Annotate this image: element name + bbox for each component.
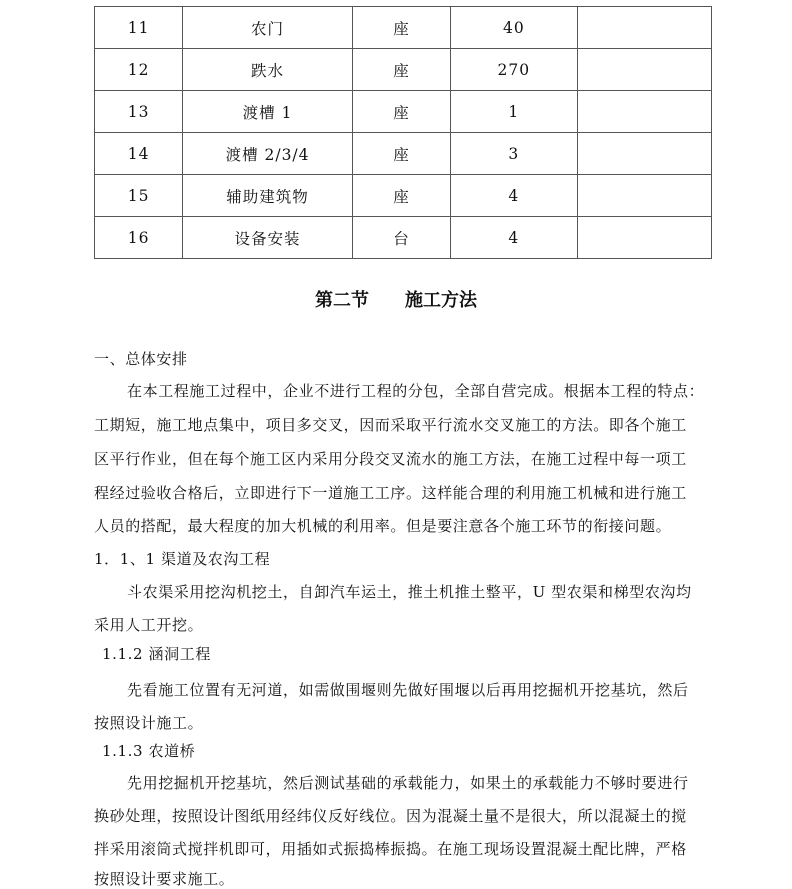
item-unit: 座: [352, 133, 450, 175]
item-note: [577, 7, 711, 49]
item-note: [577, 217, 711, 259]
item-quantity: 4: [451, 175, 577, 217]
item-note: [577, 91, 711, 133]
item-quantity: 270: [451, 49, 577, 91]
paragraph-line: 换砂处理，按照设计图纸用经纬仪反好线位。因为混凝土量不是很大，所以混凝土的搅: [94, 807, 687, 825]
item-quantity: 3: [451, 133, 577, 175]
paragraph-line: 先用挖掘机开挖基坑，然后测试基础的承载能力，如果土的承载能力不够时要进行: [127, 774, 689, 792]
paragraph-line: 程经过验收合格后，立即进行下一道施工工序。这样能合理的利用施工机械和进行施工: [94, 484, 687, 502]
paragraph-line: 工期短，施工地点集中，项目多交叉，因而采取平行流水交叉施工的方法。即各个施工: [94, 416, 687, 434]
subheading-canal: 1．1、1 渠道及农沟工程: [94, 550, 271, 568]
paragraph-line: 斗农渠采用挖沟机挖土，自卸汽车运土，推土机推土整平，U 型农渠和梯型农沟均: [127, 583, 692, 601]
row-number: 11: [95, 7, 183, 49]
paragraph-line: 按照设计施工。: [94, 714, 204, 732]
row-number: 14: [95, 133, 183, 175]
section-number: 第二节: [315, 290, 369, 311]
item-unit: 座: [352, 49, 450, 91]
row-number: 16: [95, 217, 183, 259]
item-name: 农门: [183, 7, 353, 49]
item-quantity: 4: [451, 217, 577, 259]
item-name: 跌水: [183, 49, 353, 91]
table-row: [95, 49, 712, 91]
row-number: 13: [95, 91, 183, 133]
section-heading: [0, 286, 792, 312]
table-row: [95, 91, 712, 133]
item-unit: 座: [352, 91, 450, 133]
paragraph-line: 拌采用滚筒式搅拌机即可，用插如式振捣棒振捣。在施工现场设置混凝土配比牌，严格: [94, 840, 687, 858]
paragraph-line: 在本工程施工过程中，企业不进行工程的分包，全部自营完成。根据本工程的特点：: [127, 382, 705, 400]
item-note: [577, 49, 711, 91]
table-row: [95, 175, 712, 217]
quantity-table: [94, 6, 712, 259]
section-title: 施工方法: [405, 290, 477, 311]
table-row: [95, 217, 712, 259]
row-number: 12: [95, 49, 183, 91]
paragraph-line: 按照设计要求施工。: [94, 870, 235, 888]
item-unit: 座: [352, 175, 450, 217]
paragraph-line: 先看施工位置有无河道，如需做围堰则先做好围堰以后再用挖掘机开挖基坑，然后: [127, 681, 689, 699]
item-name: 渡槽 1: [183, 91, 353, 133]
paragraph-line: 区平行作业，但在每个施工区内采用分段交叉流水的施工方法，在施工过程中每一项工: [94, 450, 687, 468]
item-unit: 座: [352, 7, 450, 49]
table-row: [95, 133, 712, 175]
paragraph-line: 采用人工开挖。: [94, 616, 204, 634]
subheading-culvert: 1.1.2 涵洞工程: [102, 645, 211, 663]
item-name: 设备安装: [183, 217, 353, 259]
table-row: [95, 7, 712, 49]
item-name: 渡槽 2/3/4: [183, 133, 353, 175]
item-note: [577, 133, 711, 175]
subheading-bridge: 1.1.3 农道桥: [102, 742, 196, 760]
item-quantity: 1: [451, 91, 577, 133]
item-note: [577, 175, 711, 217]
item-unit: 台: [352, 217, 450, 259]
paragraph-line: 人员的搭配，最大程度的加大机械的利用率。但是要注意各个施工环节的衔接问题。: [94, 517, 672, 535]
subheading-overall-arrangement: 一、总体安排: [94, 350, 188, 368]
item-name: 辅助建筑物: [183, 175, 353, 217]
row-number: 15: [95, 175, 183, 217]
item-quantity: 40: [451, 7, 577, 49]
